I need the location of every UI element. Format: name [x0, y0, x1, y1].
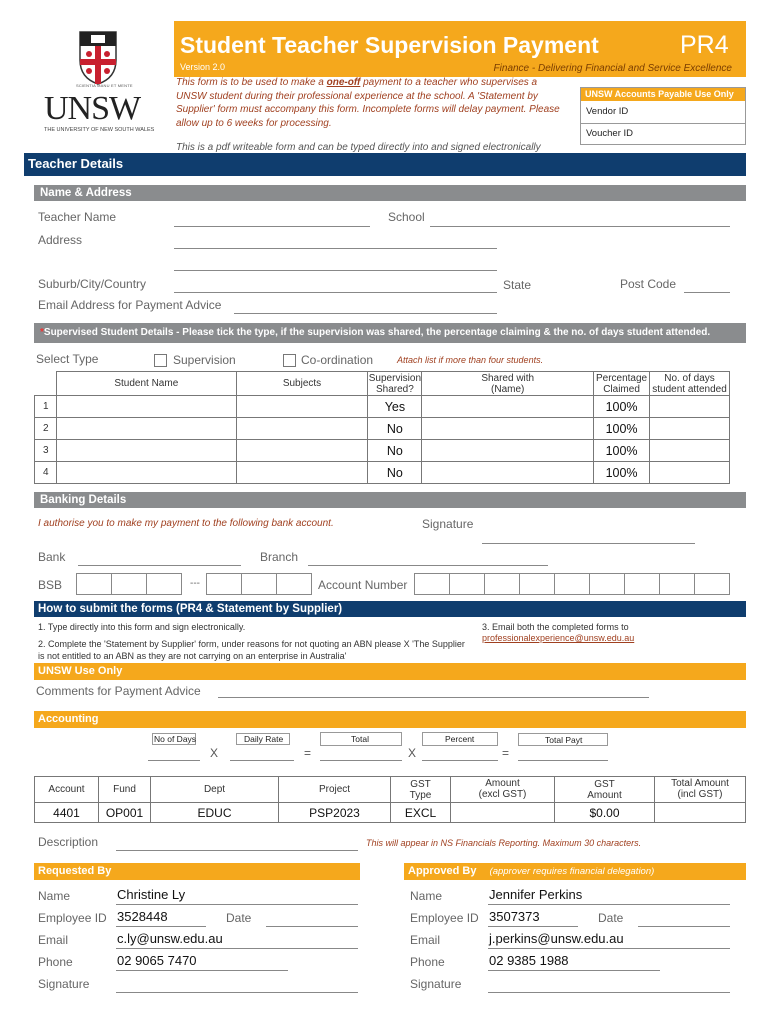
submit-step-2: 2. Complete the 'Statement by Supplier' form, under reasons for not quoting an ABN please X 'The Supplier is not entitled to an ABN as they are not carrying on an enterprise in Australia' [38, 639, 465, 661]
submit-email-link[interactable]: professionalexperience@unsw.edu.au [482, 633, 635, 643]
unsw-crest-icon [78, 30, 118, 86]
approver-signature-label: Signature [410, 977, 462, 991]
gst-amount-cell[interactable]: $0.00 [555, 803, 655, 823]
subjects-cell[interactable] [236, 418, 368, 440]
bsb-label: BSB [38, 578, 63, 592]
project-cell[interactable]: PSP2023 [279, 803, 391, 823]
branch-field[interactable] [308, 565, 548, 566]
percentage-cell[interactable]: 100% [594, 462, 650, 484]
account-number-label: Account Number [318, 578, 408, 592]
percentage-cell[interactable]: 100% [594, 396, 650, 418]
table-row: 1 Yes 100% [35, 396, 730, 418]
percentage-cell[interactable]: 100% [594, 440, 650, 462]
address-field-1[interactable] [174, 248, 497, 249]
account-cell[interactable]: 4401 [35, 803, 99, 823]
requester-phone-field [116, 970, 288, 971]
daily-rate-box: Daily Rate [236, 733, 290, 745]
teacher-details-header: Teacher Details [24, 153, 746, 176]
voucher-id-label: Voucher ID [586, 128, 633, 139]
days-cell[interactable] [650, 440, 730, 462]
state-label: State [503, 278, 532, 292]
approver-employee-label: Employee ID [410, 911, 479, 925]
requester-signature-label: Signature [38, 977, 90, 991]
gst-type-cell[interactable]: EXCL [391, 803, 451, 823]
bsb-dash: --- [190, 578, 200, 589]
school-label: School [388, 210, 425, 224]
email-label: Email Address for Payment Advice [38, 298, 222, 312]
shared-with-cell[interactable] [422, 462, 594, 484]
email-field[interactable] [234, 313, 497, 314]
supervision-checkbox[interactable] [154, 354, 167, 367]
total-box: Total [320, 732, 402, 746]
dept-header: Dept [151, 777, 279, 803]
subjects-cell[interactable] [236, 396, 368, 418]
account-box-9[interactable] [694, 573, 730, 595]
shared-with-header: Shared with (Name) [422, 372, 594, 396]
bsb-box-2[interactable] [111, 573, 147, 595]
address-field-2[interactable] [174, 270, 497, 271]
requester-employee-field [116, 926, 206, 927]
amount-header: Amount (excl GST) [451, 777, 555, 803]
requester-signature-field[interactable] [116, 992, 358, 993]
supervision-option-label: Supervision [173, 353, 236, 367]
title-banner [174, 21, 746, 77]
times-symbol-1: X [210, 746, 219, 760]
form-code: PR4 [680, 31, 729, 59]
address-label: Address [38, 233, 83, 247]
select-type-label: Select Type [36, 352, 99, 366]
approver-email-value[interactable]: j.perkins@unsw.edu.au [489, 931, 624, 946]
approver-email-label: Email [410, 933, 441, 947]
form-version: Version 2.0 [180, 62, 226, 72]
percentage-cell[interactable]: 100% [594, 418, 650, 440]
shared-cell[interactable]: No [368, 418, 422, 440]
account-box-8[interactable] [659, 573, 695, 595]
comments-label: Comments for Payment Advice [36, 684, 201, 698]
vendor-id-divider [581, 123, 745, 124]
requester-phone-value[interactable]: 02 9065 7470 [117, 953, 197, 968]
student-name-cell[interactable] [56, 418, 236, 440]
school-field[interactable] [430, 226, 730, 227]
coordination-option-label: Co-ordination [301, 353, 374, 367]
days-cell[interactable] [650, 418, 730, 440]
account-box-1[interactable] [414, 573, 450, 595]
ap-box-title: UNSW Accounts Payable Use Only [581, 88, 745, 101]
subjects-header: Subjects [236, 372, 368, 396]
requester-employee-value[interactable]: 3528448 [117, 909, 168, 924]
attach-note: Attach list if more than four students. [397, 355, 544, 365]
shared-with-cell[interactable] [422, 396, 594, 418]
suburb-label: Suburb/City/Country [38, 277, 147, 291]
days-cell[interactable] [650, 396, 730, 418]
shared-cell[interactable]: No [368, 462, 422, 484]
unsw-use-bar: UNSW Use Only [34, 663, 746, 680]
percentage-header: Percentage Claimed [594, 372, 650, 396]
no-of-days-field[interactable] [148, 760, 200, 761]
bank-signature-field[interactable] [482, 543, 695, 544]
banking-bar: Banking Details [34, 492, 746, 508]
unsw-logo [40, 30, 160, 136]
total-field[interactable] [320, 760, 402, 761]
bank-signature-label: Signature [422, 517, 474, 531]
teacher-name-label: Teacher Name [38, 210, 117, 224]
account-box-6[interactable] [589, 573, 625, 595]
subjects-cell[interactable] [236, 440, 368, 462]
bsb-box-4[interactable] [206, 573, 242, 595]
approver-date-field[interactable] [638, 926, 730, 927]
teacher-name-field[interactable] [174, 226, 370, 227]
fund-cell[interactable]: OP001 [99, 803, 151, 823]
branch-label: Branch [260, 550, 299, 564]
total-payt-field[interactable] [518, 760, 608, 761]
shared-with-cell[interactable] [422, 418, 594, 440]
approver-phone-value[interactable]: 02 9385 1988 [489, 953, 569, 968]
times-symbol-2: X [408, 746, 417, 760]
account-box-3[interactable] [484, 573, 520, 595]
approver-name-field [488, 904, 730, 905]
account-box-5[interactable] [554, 573, 590, 595]
amount-cell[interactable] [451, 803, 555, 823]
student-name-header: Student Name [56, 372, 236, 396]
requester-email-value[interactable]: c.ly@unsw.edu.au [117, 931, 223, 946]
gst-amount-header: GST Amount [555, 777, 655, 803]
approved-by-bar: Approved By (approver requires financial delegation) [404, 863, 746, 880]
account-box-2[interactable] [449, 573, 485, 595]
approver-name-value[interactable]: Jennifer Perkins [489, 887, 583, 902]
subjects-cell[interactable] [236, 462, 368, 484]
approver-name-label: Name [410, 889, 443, 903]
student-name-cell[interactable] [56, 440, 236, 462]
bank-field[interactable] [78, 565, 241, 566]
account-box-4[interactable] [519, 573, 555, 595]
submit-bar: How to submit the forms (PR4 & Statement by Supplier) [34, 601, 746, 617]
requester-name-field [116, 904, 358, 905]
requester-name-label: Name [38, 889, 71, 903]
bsb-box-3[interactable] [146, 573, 182, 595]
daily-rate-field[interactable] [230, 760, 294, 761]
description-note: This will appear in NS Financials Reporting. Maximum 30 characters. [366, 838, 642, 848]
account-box-7[interactable] [624, 573, 660, 595]
approver-date-label: Date [598, 911, 624, 925]
equals-symbol-2: = [502, 746, 510, 760]
form-intro: This form is to be used to make a one-off payment to a teacher who supervises a UNSW student during their professional experience at the school. A 'Statement by Supplier' form must accompany this form. Incomplete forms will delay payment. Please allow up to 6 weeks for processing. [176, 77, 560, 129]
requester-phone-label: Phone [38, 955, 73, 969]
submit-step-1: 1. Type directly into this form and sign electronically. [38, 622, 246, 632]
bsb-box-1[interactable] [76, 573, 112, 595]
days-header: No. of days student attended [650, 372, 730, 396]
requester-name-value[interactable]: Christine Ly [117, 887, 186, 902]
logo-wordmark: UNSW [44, 90, 141, 127]
account-header: Account [35, 777, 99, 803]
shared-cell[interactable]: No [368, 440, 422, 462]
crest-motto: SCIENTIA MANU ET MENTE [76, 83, 133, 88]
row-number-header [35, 372, 57, 396]
shared-cell[interactable]: Yes [368, 396, 422, 418]
bsb-box-6[interactable] [276, 573, 312, 595]
days-cell[interactable] [650, 462, 730, 484]
percent-box: Percent [422, 732, 498, 746]
total-amount-cell[interactable] [655, 803, 746, 823]
form-title: Student Teacher Supervision Payment [180, 32, 599, 58]
shared-with-cell[interactable] [422, 440, 594, 462]
accounting-table [34, 776, 746, 823]
no-of-days-box: No of Days [154, 734, 197, 744]
table-row: 2 No 100% [35, 418, 730, 440]
requester-date-field[interactable] [266, 926, 358, 927]
requester-email-field [116, 948, 358, 949]
approver-email-field [488, 948, 730, 949]
approver-phone-field [488, 970, 660, 971]
postcode-label: Post Code [620, 277, 677, 291]
project-header: Project [279, 777, 391, 803]
description-field[interactable] [116, 850, 358, 851]
students-table [34, 371, 730, 484]
table-row: 4 No 100% [35, 462, 730, 484]
total-payt-box: Total Payt [518, 733, 608, 746]
dept-cell[interactable]: EDUC [151, 803, 279, 823]
authorise-text: I authorise you to make my payment to the following bank account. [38, 518, 334, 529]
approver-signature-field[interactable] [488, 992, 730, 993]
shared-header: Supervision Shared? [368, 372, 422, 395]
suburb-field[interactable] [174, 292, 497, 293]
bsb-box-5[interactable] [241, 573, 277, 595]
comments-field[interactable] [218, 697, 649, 698]
approver-employee-field [488, 926, 578, 927]
logo-subtext: THE UNIVERSITY OF NEW SOUTH WALES [44, 127, 155, 133]
table-row [35, 803, 746, 823]
approver-employee-value[interactable]: 3507373 [489, 909, 540, 924]
accounting-bar: Accounting [34, 711, 746, 728]
approver-note: (approver requires financial delegation) [489, 866, 655, 877]
supervised-student-bar: *Supervised Student Details - Please tick the type, if the supervision was shared, the percentage claiming & the no. of days student attended. [34, 323, 746, 343]
requester-date-label: Date [226, 911, 252, 925]
gst-type-header: GST Type [391, 777, 451, 803]
description-label: Description [38, 835, 99, 849]
writeable-note: This is a pdf writeable form and can be typed directly into and signed electronically [176, 142, 541, 153]
postcode-field[interactable] [684, 292, 730, 293]
equals-symbol-1: = [304, 746, 312, 760]
total-amount-header: Total Amount (incl GST) [655, 777, 746, 803]
vendor-id-label: Vendor ID [586, 106, 629, 117]
submit-step-3: 3. Email both the completed forms to [482, 622, 629, 632]
requester-employee-label: Employee ID [38, 911, 107, 925]
percent-field[interactable] [422, 760, 498, 761]
approver-phone-label: Phone [410, 955, 445, 969]
requested-by-bar: Requested By [34, 863, 360, 880]
bank-label: Bank [38, 550, 66, 564]
requester-email-label: Email [38, 933, 69, 947]
student-name-cell[interactable] [56, 396, 236, 418]
name-address-bar: Name & Address [34, 185, 746, 201]
accounts-payable-box [580, 87, 746, 145]
table-row: 3 No 100% [35, 440, 730, 462]
coordination-checkbox[interactable] [283, 354, 296, 367]
student-name-cell[interactable] [56, 462, 236, 484]
finance-tagline: Finance - Delivering Financial and Service Excellence [493, 63, 732, 74]
fund-header: Fund [99, 777, 151, 803]
